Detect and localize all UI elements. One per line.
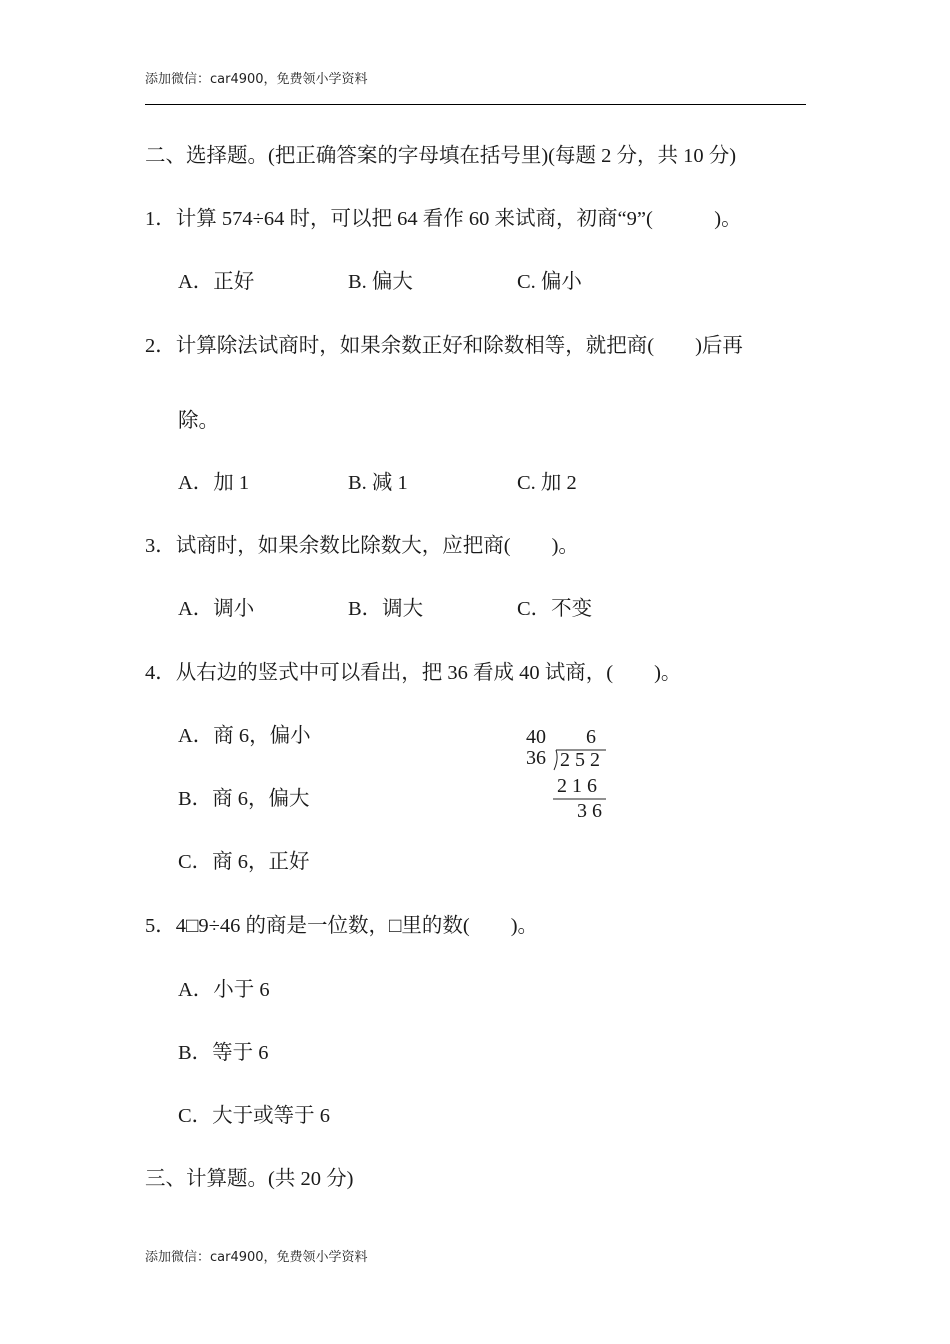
division-divisor: 36	[526, 747, 546, 769]
q1-option-c: C. 偏小	[517, 271, 582, 293]
section-2-title: 二、选择题。(把正确答案的字母填在括号里)(每题 2 分，共 10 分)	[145, 145, 737, 167]
question-4: 4．从右边的竖式中可以看出，把 36 看成 40 试商，( )。	[145, 662, 682, 684]
page-header: 添加微信：car4900，免费领小学资料	[145, 72, 368, 87]
q2-option-c: C. 加 2	[517, 472, 577, 494]
division-trial-divisor: 40	[526, 726, 546, 748]
q1-option-a: A．正好	[178, 271, 255, 293]
q1-option-b: B. 偏大	[348, 271, 413, 293]
header-divider	[145, 104, 806, 105]
section-3-title: 三、计算题。(共 20 分)	[145, 1168, 354, 1190]
long-division-figure	[522, 726, 612, 826]
question-3: 3．试商时，如果余数比除数大，应把商( )。	[145, 535, 579, 557]
q3-option-a: A．调小	[178, 598, 255, 620]
q5-option-a: A．小于 6	[178, 979, 270, 1001]
division-quotient: 6	[586, 726, 596, 748]
division-dividend: 2 5 2	[560, 749, 600, 771]
q3-option-b: B．调大	[348, 598, 424, 620]
q4-option-c: C．商 6，正好	[178, 851, 310, 873]
q5-option-c: C．大于或等于 6	[178, 1105, 331, 1127]
question-1: 1．计算 574÷64 时，可以把 64 看作 60 来试商，初商“9”( )。	[145, 208, 742, 230]
question-2-continuation: 除。	[178, 410, 219, 432]
division-remainder: 3 6	[577, 800, 602, 822]
q2-option-b: B. 减 1	[348, 472, 408, 494]
q4-option-b: B．商 6，偏大	[178, 788, 310, 810]
division-product: 2 1 6	[557, 775, 597, 797]
q3-option-c: C．不变	[517, 598, 593, 620]
q2-option-a: A．加 1	[178, 472, 250, 494]
q5-option-b: B．等于 6	[178, 1042, 269, 1064]
question-5: 5．4□9÷46 的商是一位数，□里的数( )。	[145, 915, 539, 937]
page-footer: 添加微信：car4900，免费领小学资料	[145, 1250, 368, 1265]
question-2: 2．计算除法试商时，如果余数正好和除数相等，就把商( )后再	[145, 335, 743, 357]
q4-option-a: A．商 6，偏小	[178, 725, 311, 747]
